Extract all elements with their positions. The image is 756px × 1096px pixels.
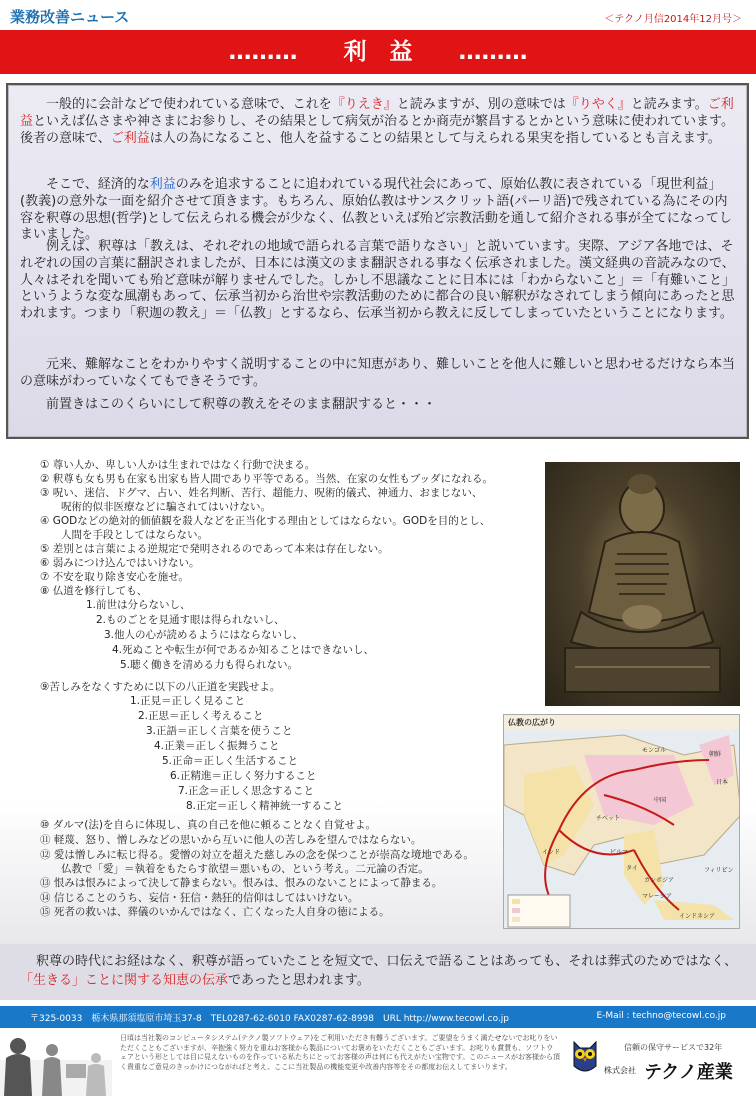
- intro-paragraph-3: 例えば、釈尊は「教えは、それぞれの地域で語られる言葉で語りなさい」と説いています。実際、アジア各地では、それぞれの国の言葉に翻訳されましたが、日本には漢文のまま翻訳される事なく伝承されました。漢文経典の音読みなので、人々はそれを聞いても殆ど意味が解りませんでした。しかし不思議なことに日本には「わからないこと」＝「有難いこと」というような変な風潮もあって、伝承当初から治世や宗教活動のために都合の良い解釈がなされてしまう傾向にあったと思われます。つまり「釈迦の教え」＝「仏教」とするなら、伝承当初から教えに反してしまっていたということになります。: [20, 239, 736, 322]
- eightfold-item: 4.正業＝正しく振舞うこと: [154, 740, 280, 752]
- list-item: ⑬ 恨みは恨みによって決して静まらない。恨みは、恨みのないことによって静まる。: [40, 877, 443, 889]
- map-label: カンボジア: [644, 877, 675, 884]
- list-item: ① 尊い人か、卑しい人かは生まれではなく行動で決まる。: [40, 459, 316, 471]
- fasting-buddha-image: [545, 462, 740, 706]
- highlighted-text: 『りやく』: [565, 97, 631, 112]
- list-item: ⑥ 弱みにつけ込んではいけない。: [40, 557, 200, 569]
- text-segment: のみを追求することに追われている現代社会にあって、原始仏教に表されている「現世利益」(教義)の意外な一面を紹介させて頂きます。もちろん、原始仏教はサンスクリット語(パーリ語)で残されている為にその内容を釈尊の思想(哲学)として伝えられる機会が少なく、仏教といえば殆ど宗教活動を通して紹介される事が全てになってしまいました。: [20, 177, 732, 243]
- highlighted-text: ご利益: [110, 130, 150, 146]
- eightfold-item: 3.正語＝正しく言葉を使うこと: [146, 725, 293, 737]
- sub-list-item: 5.聴く働きを清める力も得られない。: [120, 659, 299, 671]
- title-banner: [0, 30, 756, 74]
- map-label: 朝鮮: [709, 751, 722, 758]
- text-segment: 一般的に会計などで使われている意味で、これを: [46, 97, 332, 112]
- highlighted-text: 利益: [149, 177, 176, 192]
- text-segment: そこで、経済的な: [46, 177, 150, 192]
- company-tagline: 信頼の保守サービスで32年: [624, 1043, 723, 1052]
- map-label: ビルマ: [610, 849, 629, 856]
- intro-paragraph-4: 元来、難解なことをわかりやすく説明することの中に知恵があり、難しいことを他人に難しいと思わせるだけなら本当の意味がわっていなくてもできそうです。: [20, 357, 736, 389]
- highlighted-text: ご利益: [20, 97, 734, 129]
- list-item: 仏教で「愛」＝執着をもたらす欲望＝悪いもの、という考え。二元論の否定。: [40, 863, 429, 875]
- list-item: 人間を手段としてはならない。: [40, 529, 208, 541]
- list-item: ⑭ 信じることのうち、妄信・狂信・熱狂的信仰はしてはいけない。: [40, 892, 359, 904]
- eightfold-item: 7.正念＝正しく思念すること: [178, 785, 315, 797]
- closing-paragraph: [20, 952, 740, 990]
- list-item: ④ GODなどの絶対的価値観を殺人などを正当化する理由としてはならない。GODを目的とし、: [40, 515, 491, 527]
- company-prefix: 株式会社: [604, 1066, 636, 1075]
- map-label: 日本: [716, 779, 729, 786]
- map-label: モンゴル: [642, 747, 667, 754]
- issue-label: ＜テクノ月信2014年12月号＞: [604, 14, 742, 25]
- footer-bar: [0, 1006, 756, 1028]
- eightfold-item: 2.正思＝正しく考えること: [138, 710, 264, 722]
- list-item: ③ 呪い、迷信、ドグマ、占い、姓名判断、苦行、超能力、呪術的儀式、神通力、おまじない、: [40, 487, 483, 499]
- list-item: ② 釈尊も女も男も在家も出家も皆人間であり平等である。当然、在家の女性もブッダになれる。: [40, 473, 494, 485]
- company-address: 〒325-0033 栃木県那須塩原市埼玉37-8 TEL0287-62-6010 FAX0287-62-8998 URL http://www.tecowl.co.jp: [30, 1014, 510, 1024]
- sub-list-item: 2.ものごとを見通す眼は得られないし、: [96, 614, 285, 626]
- list-item: ⑫ 愛は憎しみに転じ得る。愛憎の対立を超えた慈しみの念を保つことが崇高な境地である。: [40, 849, 474, 861]
- company-notice: 日頃は当社製のコンピュータシステム(テクノ製ソフトウェア)をご利用いただき有難うございます。ご要望をうまく満たせないでお叱りをいただくこともございますが、辛抱強く努力を重ねお客様から製品についてお褒めをいただくこともございます。お叱りも賞賛も、ソフトウェアという形としては目に見えないものを作っている私たちにとってお客様の声は何にも代えがたい宝物です。このニュースがお客様から頂く貴重なご意見のきっかけにつながればと考え、ここに当社製品の機能変更や改善内容等をその都度お伝えしてまいります。: [120, 1034, 560, 1071]
- intro-paragraph-1: [20, 97, 736, 147]
- highlighted-text: 『りえき』: [331, 97, 397, 112]
- list-item: ⑤ 差別とは言葉による逆規定で発明されるのであって本来は存在しない。: [40, 543, 389, 555]
- map-label: インド: [542, 849, 561, 856]
- map-label: チベット: [596, 815, 621, 822]
- owl-logo-icon: [570, 1036, 600, 1078]
- map-label: インドネシア: [679, 913, 715, 920]
- highlighted-text: 「生きる」ことに関する知恵の伝承: [20, 973, 229, 988]
- buddhism-spread-map: [503, 714, 740, 929]
- eightfold-intro: ⑨苦しみをなくすために以下の八正道を実践せよ。: [40, 681, 281, 693]
- text-segment: といえば仏さまや神さまにお参りし、その結果として病気が治るとか商売が繁昌するとかという意味に使われています。後者の意味で、: [20, 113, 734, 146]
- sub-list-item: 3.他人の心が読めるようにはならないし、: [104, 629, 304, 641]
- company-name: テクノ産業: [644, 1062, 733, 1083]
- list-item: ⑪ 軽蔑、怒り、憎しみなどの思いから互いに他人の苦しみを望んではならない。: [40, 834, 422, 846]
- map-label: タイ: [626, 865, 638, 872]
- eightfold-item: 8.正定＝正しく精神統一すること: [186, 800, 344, 812]
- eightfold-item: 1.正見＝正しく見ること: [130, 695, 246, 707]
- intro-box: [6, 83, 749, 439]
- map-title: 仏教の広がり: [508, 718, 556, 727]
- text-segment: であったと思われます。: [228, 973, 370, 988]
- header-bar: [0, 0, 756, 30]
- text-segment: と読みますが、別の意味では: [396, 97, 566, 112]
- sub-list-item: 1.前世は分らないし、: [86, 599, 191, 611]
- list-item: ⑦ 不安を取り除き安心を施せ。: [40, 571, 189, 583]
- text-segment: 釈尊の時代にお経はなく、釈尊が語っていたことを短文で、口伝えで語ることはあっても、それは葬式のためではなく、: [36, 954, 738, 969]
- intro-paragraph-5: 前置きはこのくらいにして釈尊の教えをそのまま翻訳すると・・・: [46, 397, 437, 412]
- staff-silhouette-image: [0, 1030, 112, 1096]
- text-segment: は人の為になること、他人を益することの結果として与えられる果実を指しているとも言えます。: [149, 130, 721, 146]
- map-label: 中国: [654, 797, 667, 804]
- closing-section: [0, 944, 756, 1000]
- company-email: E-Mail : techno@tecowl.co.jp: [596, 1011, 726, 1021]
- list-item: ⑩ ダルマ(法)を自らに体現し、真の自己を他に頼ることなく自覚せよ。: [40, 819, 376, 831]
- list-item: ⑧ 仏道を修行しても、: [40, 585, 148, 597]
- sub-list-item: 4.死ぬことや転生が何であるか知ることはできないし、: [112, 644, 375, 656]
- map-label: マレーシア: [642, 893, 672, 900]
- map-label: フィリピン: [704, 867, 734, 874]
- newsletter-title: 業務改善ニュース: [10, 8, 130, 26]
- eightfold-item: 6.正精進＝正しく努力すること: [170, 770, 317, 782]
- list-item: ⑮ 死者の救いは、葬儀のいかんではなく、亡くなった人自身の徳による。: [40, 906, 390, 918]
- eightfold-item: 5.正命＝正しく生活すること: [162, 755, 299, 767]
- list-item: 呪術的似非医療などに騙されてはいけない。: [40, 501, 271, 513]
- article-title: ……… 利 益 ………: [228, 39, 528, 65]
- intro-paragraph-2: [20, 177, 736, 244]
- text-segment: と読みます。: [630, 97, 708, 112]
